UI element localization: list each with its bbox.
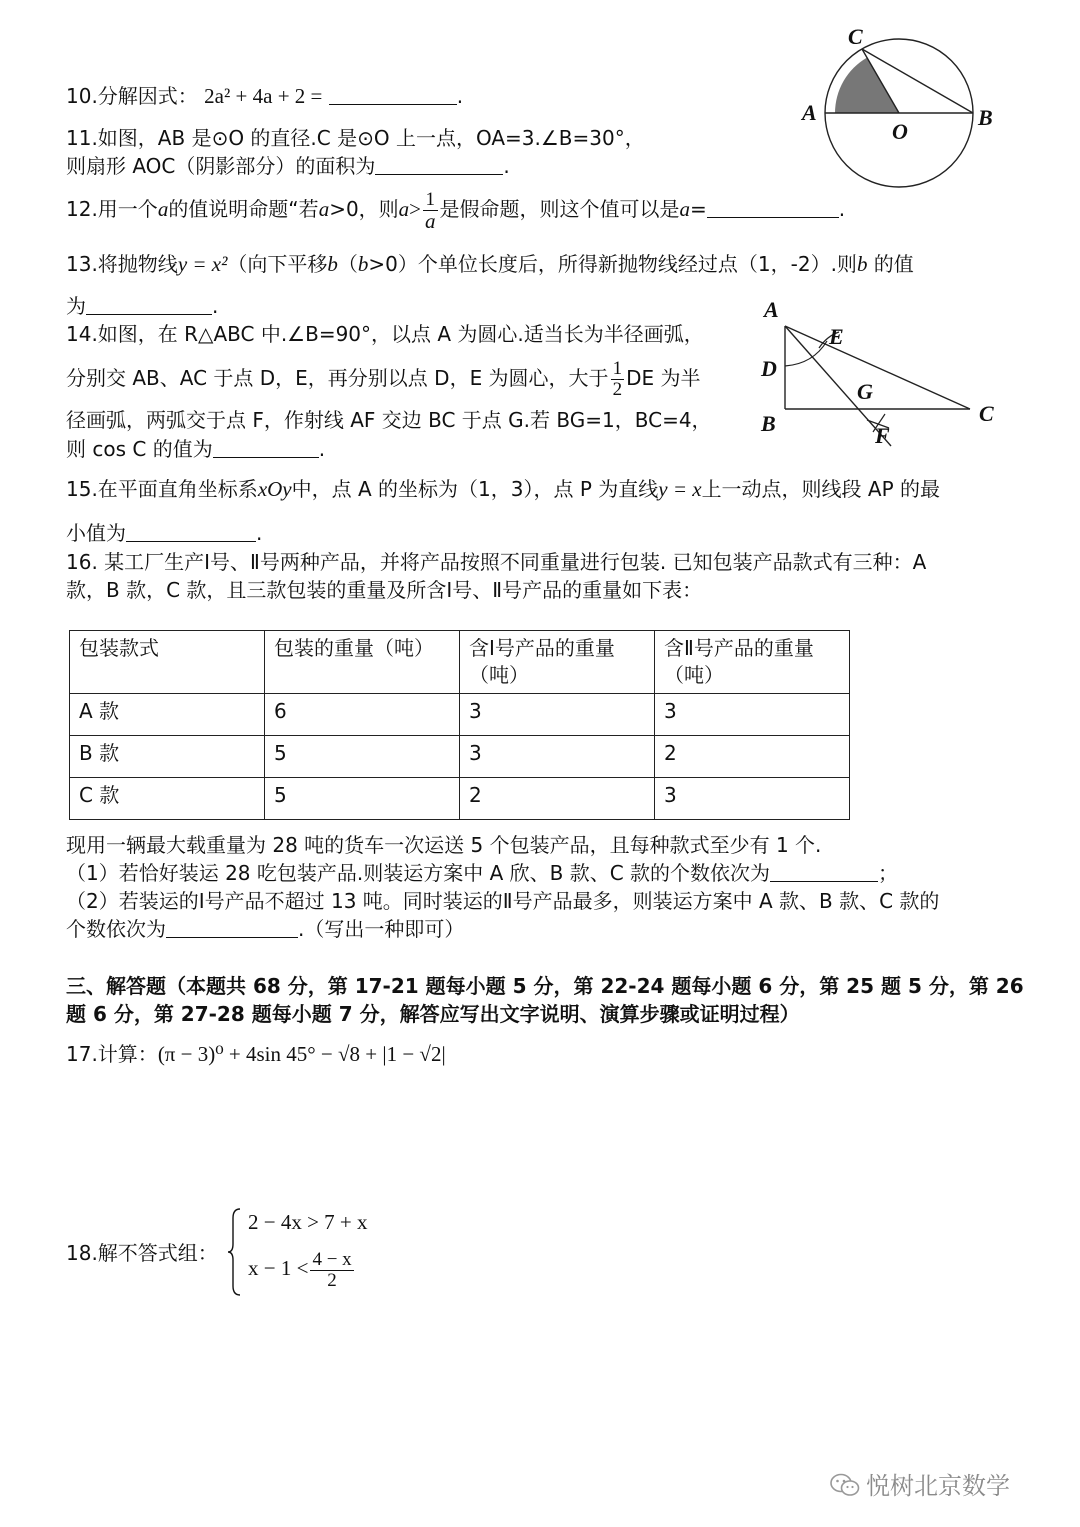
question-10: 10.分解因式： 2a² + 4a + 2 = .: [66, 84, 464, 108]
table-cell: B 款: [70, 736, 265, 778]
figure-circle-sector: [796, 22, 1006, 194]
question-17: 17.计算：(π − 3)⁰ + 4sin 45° − √8 + |1 − √2|: [66, 1042, 446, 1066]
question-15-line-2: 小值为 .: [66, 521, 263, 545]
table-header-row: [70, 631, 850, 694]
question-14-line-2: 分别交 AB、AC 于点 D，E，再分别以点 D，E 为圆心，大于 $\frac{1}{2}$ DE 为半: [66, 358, 701, 400]
answer-blank[interactable]: [126, 521, 256, 542]
answer-blank[interactable]: [707, 197, 839, 218]
inequality-brace: [226, 1206, 242, 1298]
question-12: 12.用一个a的值说明命题“若a>0，则a> $\frac{1}{a}$ 是假命题，则这个值可以是a= .: [66, 189, 846, 233]
table-header-cell: 含Ⅱ号产品的重量（吨）: [655, 631, 850, 694]
table-row: [70, 736, 850, 778]
answer-blank[interactable]: [770, 861, 878, 882]
package-table: [69, 630, 850, 820]
label-g: G: [857, 379, 873, 404]
label-a: A: [802, 100, 817, 125]
question-11-line-2: 则扇形 AOC（阴影部分）的面积为 .: [66, 154, 510, 178]
question-14-line-4: 则 cos C 的值为 .: [66, 437, 326, 461]
question-16-after-table: 现用一辆最大载重量为 28 吨的货车一次运送 5 个包装产品，且每种款式至少有 1 个.: [66, 833, 822, 857]
answer-blank[interactable]: [166, 917, 298, 938]
question-14-line-3: 径画弧，两弧交于点 F，作射线 AF 交边 BC 于点 G.若 BG=1，BC=4，: [66, 408, 712, 432]
answer-blank[interactable]: [329, 84, 457, 105]
table-header-cell: 包装款式: [70, 631, 265, 694]
table-cell: 3: [655, 694, 850, 736]
q10-expression: 2a² + 4a + 2 =: [204, 84, 323, 108]
question-14-line-1: 14.如图，在 R△ABC 中.∠B=90°，以点 A 为圆心.适当长为半径画弧，: [66, 322, 704, 346]
label-c: C: [848, 24, 863, 49]
table-row: [70, 778, 850, 820]
table-header-cell: 含Ⅰ号产品的重量（吨）: [460, 631, 655, 694]
label-o: O: [892, 119, 908, 144]
table-cell: 3: [655, 778, 850, 820]
table-cell: 3: [460, 694, 655, 736]
label-b: B: [761, 411, 776, 436]
answer-blank[interactable]: [213, 437, 319, 458]
table-cell: 3: [460, 736, 655, 778]
question-15-line-1: 15.在平面直角坐标系xOy中，点 A 的坐标为（1，3），点 P 为直线y = x上一动点，则线段 AP 的最: [66, 477, 941, 501]
q17-expression: (π − 3)⁰ + 4sin 45° − √8 + |1 − √2|: [157, 1042, 446, 1066]
question-11-line-1: 11.如图，AB 是⊙O 的直径.C 是⊙O 上一点，OA=3.∠B=30°，: [66, 126, 645, 150]
wechat-icon: [830, 1472, 860, 1504]
shaded-sector-aoc: [835, 58, 899, 113]
section-3-heading-line-2: 题 6 分，第 27-28 题每小题 7 分，解答应写出文字说明、演算步骤或证明过程）: [66, 1002, 800, 1026]
label-f: F: [875, 423, 890, 448]
table-cell: C 款: [70, 778, 265, 820]
question-13-line-2: 为 .: [66, 294, 219, 318]
watermark: 悦树北京数学: [830, 1466, 1010, 1504]
segment-ac: [785, 326, 970, 409]
table-row: [70, 694, 850, 736]
label-e: E: [829, 324, 844, 349]
label-d: D: [761, 356, 777, 381]
inequality-1: 2 − 4x > 7 + x: [248, 1210, 368, 1234]
question-16-part-1: （1）若恰好装运 28 吃包装产品.则装运方案中 A 欣、B 款、C 款的个数依次为 ；: [66, 861, 899, 885]
section-3-heading-line-1: 三、解答题（本题共 68 分，第 17-21 题每小题 5 分，第 22-24 题每小题 6 分，第 25 题 5 分，第 26: [66, 974, 1024, 998]
question-18-label: 18.解不答式组：: [66, 1241, 218, 1265]
question-13-line-1: 13.将抛物线y = x²（向下平移b（b>0）个单位长度后，所得新抛物线经过点（1，-2）.则b 的值: [66, 252, 914, 276]
table-cell: 5: [265, 736, 460, 778]
fraction-1-over-2: $\frac{1}{2}$: [612, 358, 623, 400]
table-cell: A 款: [70, 694, 265, 736]
fraction-4-minus-x-over-2: $\frac{4 - x}{2}$: [312, 1249, 352, 1291]
label-c: C: [979, 401, 994, 426]
table-cell: 5: [265, 778, 460, 820]
table-cell: 2: [655, 736, 850, 778]
question-16-part-2-line-2: 个数依次为 .（写出一种即可）: [66, 917, 465, 941]
label-a: A: [764, 297, 779, 322]
question-16-part-2-line-1: （2）若装运的Ⅰ号产品不超过 13 吨。同时装运的Ⅱ号产品最多，则装运方案中 A 款、B 款、C 款的: [66, 889, 940, 913]
question-16-line-2: 款，B 款，C 款，且三款包装的重量及所含Ⅰ号、Ⅱ号产品的重量如下表：: [66, 578, 703, 602]
answer-blank[interactable]: [86, 294, 212, 315]
figure-right-triangle: [755, 296, 1005, 452]
question-16-line-1: 16. 某工厂生产Ⅰ号、Ⅱ号两种产品，并将产品按照不同重量进行包装. 已知包装产品款式有三种：A: [66, 550, 927, 574]
label-b: B: [978, 105, 993, 130]
answer-blank[interactable]: [375, 154, 503, 175]
table-cell: 6: [265, 694, 460, 736]
fraction-1-over-a: $\frac{1}{a}$: [425, 189, 436, 233]
inequality-2: x − 1 < $\frac{4 - x}{2}$: [248, 1249, 352, 1291]
table-cell: 2: [460, 778, 655, 820]
table-header-cell: 包装的重量（吨）: [265, 631, 460, 694]
